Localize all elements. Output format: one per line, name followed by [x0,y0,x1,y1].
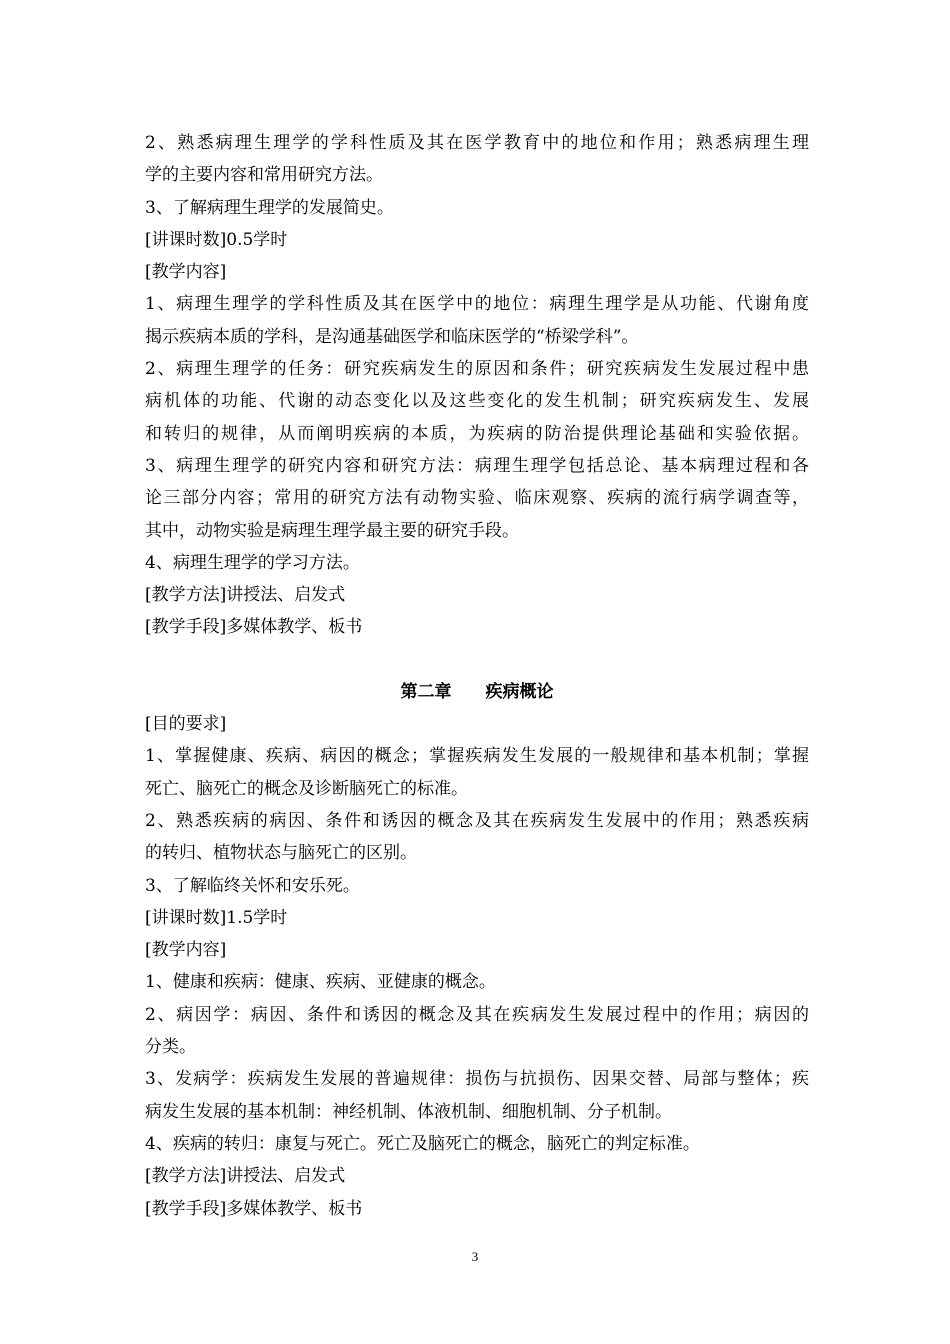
text-line: 的转归、植物状态与脑死亡的区别。 [145,843,417,864]
section-gap [145,644,809,676]
section-chapter1-tail [145,127,809,644]
text-line: 2、病因学：病因、条件和诱因的概念及其在疾病发生发展过程中的作用；病因的 [145,1004,809,1025]
text-line: [教学内容] [145,262,227,283]
text-line: [讲课时数]0.5学时 [145,229,288,250]
text-line: [教学手段]多媒体教学、板书 [145,617,363,638]
page-body [145,127,809,1225]
text-line: 3、病理生理学的研究内容和研究方法：病理生理学包括总论、基本病理过程和各 [145,455,809,476]
text-line: 死亡、脑死亡的概念及诊断脑死亡的标准。 [145,778,468,799]
text-line: 学的主要内容和常用研究方法。 [145,165,383,186]
text-line: 和转归的规律，从而阐明疾病的本质，为疾病的防治提供理论基础和实验依据。 [145,423,809,444]
text-line: 3、了解临终关怀和安乐死。 [145,875,360,896]
text-line: 4、疾病的转归：康复与死亡。死亡及脑死亡的概念，脑死亡的判定标准。 [145,1133,700,1154]
text-line: 3、发病学：疾病发生发展的普遍规律：损伤与抗损伤、因果交替、局部与整体；疾 [145,1069,809,1090]
text-line: 4、病理生理学的学习方法。 [145,552,360,573]
text-line: [讲课时数]1.5学时 [145,907,288,928]
text-line: 论三部分内容；常用的研究方法有动物实验、临床观察、疾病的流行病学调查等， [145,488,809,509]
text-line: 1、健康和疾病：健康、疾病、亚健康的概念。 [145,972,496,993]
section-chapter2 [145,708,809,1225]
page-number: 3 [471,1249,479,1264]
text-line: [目的要求] [145,714,227,735]
text-line: [教学方法]讲授法、启发式 [145,1166,346,1187]
text-line: 1、掌握健康、疾病、病因的概念；掌握疾病发生发展的一般规律和基本机制；掌握 [145,746,809,767]
text-line: [教学手段]多媒体教学、板书 [145,1198,363,1219]
text-line: 1、病理生理学的学科性质及其在医学中的地位：病理生理学是从功能、代谢角度 [145,294,809,315]
text-line: 揭示疾病本质的学科，是沟通基础医学和临床医学的“桥梁学科”。 [145,326,639,347]
text-line: 其中，动物实验是病理生理学最主要的研究手段。 [145,520,519,541]
chapter-heading: 第二章 疾病概论 [400,681,554,702]
text-line: 2、熟悉病理生理学的学科性质及其在医学教育中的地位和作用；熟悉病理生理 [145,133,809,153]
text-line: 病发生发展的基本机制：神经机制、体液机制、细胞机制、分子机制。 [145,1101,672,1122]
text-line: 2、病理生理学的任务：研究疾病发生的原因和条件；研究疾病发生发展过程中患 [145,359,809,380]
text-line: [教学方法]讲授法、启发式 [145,585,346,606]
text-line: 病机体的功能、代谢的动态变化以及这些变化的发生机制；研究疾病发生、发展 [145,391,809,412]
text-line: [教学内容] [145,940,227,961]
text-line: 3、了解病理生理学的发展简史。 [145,197,394,218]
text-line: 分类。 [145,1037,196,1058]
text-line: 2、熟悉疾病的病因、条件和诱因的概念及其在疾病发生发展中的作用；熟悉疾病 [145,810,809,831]
